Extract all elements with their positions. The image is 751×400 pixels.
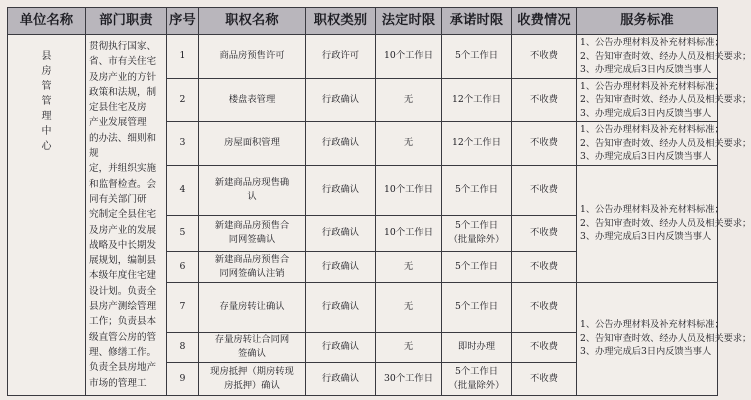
power-name — [199, 332, 306, 362]
duty-line: 设计划。负责全 — [89, 285, 157, 297]
service-standard-line: 3、办理完成后3日内反馈当事人 — [580, 231, 712, 243]
header-service-standard: 服务标准 — [577, 8, 718, 35]
duty-line: 战略及中长期发 — [89, 239, 157, 251]
legal-time-limit: 30个工作日 — [376, 362, 442, 395]
duty-line: 及房产业的方针 — [89, 71, 157, 83]
service-standard-cell — [577, 78, 751, 122]
table-row — [8, 35, 718, 79]
service-standard-line: 1、公告办理材料及补充材料标准； — [580, 37, 724, 48]
row-number: 2 — [167, 78, 199, 122]
header-power-name: 职权名称 — [199, 8, 306, 35]
duty-line: 省、市有关住宅 — [89, 56, 157, 68]
promised-time-line: 12个工作日 — [451, 93, 502, 105]
duty-line: 工作；负责县本 — [89, 316, 157, 328]
unit-name-char: 理 — [41, 111, 52, 122]
service-standard-line: 3、办理完成后3日内反馈当事人 — [580, 346, 712, 358]
promised-time-line: 5个工作日 — [454, 301, 499, 313]
service-standard-line: 1、公告办理材料及补充材料标准； — [580, 124, 724, 135]
power-name-line: 存量房转让合同网 — [214, 334, 290, 346]
row-number: 6 — [167, 251, 199, 282]
unit-name-char: 房 — [41, 66, 52, 77]
power-name-line: 认 — [247, 191, 257, 203]
promised-time-line: 5个工作日 — [454, 260, 499, 272]
promised-time-limit — [442, 362, 512, 395]
power-name-line: 房屋面积管理 — [224, 137, 280, 149]
power-name-line: 新建商品房现售确 — [214, 177, 290, 189]
power-name-line: 商品房预售许可 — [219, 50, 285, 62]
promised-time-limit — [442, 215, 512, 251]
power-name-line: 新建商品房预售合 — [214, 220, 290, 232]
service-standard-line: 1、公告办理材料及补充材料标准； — [580, 204, 724, 216]
duty-line: 本级年度住宅建 — [89, 270, 157, 282]
service-standard-line: 2、告知审查时效、经办人员及相关要求； — [580, 50, 751, 62]
header-row — [8, 8, 718, 35]
header-unit-name: 单位名称 — [8, 8, 86, 35]
legal-time-limit: 无 — [376, 78, 442, 122]
power-name — [199, 362, 306, 395]
legal-time-limit: 10个工作日 — [376, 215, 442, 251]
service-standard-line: 3、办理完成后3日内反馈当事人 — [580, 64, 712, 75]
power-type: 行政确认 — [306, 165, 376, 215]
row-number: 5 — [167, 215, 199, 251]
fee-status: 不收费 — [512, 78, 577, 122]
header-fee: 收费情况 — [512, 8, 577, 35]
promised-time-line: 5个工作日 — [454, 365, 499, 377]
legal-time-limit: 无 — [376, 122, 442, 166]
promised-time-line: 即时办理 — [457, 341, 496, 353]
service-standard-line: 2、告知审查时效、经办人员及相关要求； — [580, 217, 751, 229]
legal-time-limit: 10个工作日 — [376, 165, 442, 215]
fee-status: 不收费 — [512, 165, 577, 215]
duty-line: 政策和法规，制 — [89, 86, 157, 98]
service-standard-line: 2、告知审查时效、经办人员及相关要求； — [580, 332, 751, 344]
fee-status: 不收费 — [512, 251, 577, 282]
power-type: 行政确认 — [306, 251, 376, 282]
power-name — [199, 78, 306, 122]
unit-name-char: 管 — [41, 81, 52, 92]
service-standard-cell — [577, 282, 751, 395]
power-name-line: 同网签确认 — [228, 234, 276, 246]
duty-line: 和监督检查。会 — [89, 178, 157, 190]
fee-status: 不收费 — [512, 282, 577, 332]
power-name-line: 楼盘表管理 — [228, 93, 276, 105]
promised-time-line: （批量除外） — [448, 379, 505, 391]
power-list-table — [7, 7, 751, 396]
power-name-line: 存量房转让确认 — [219, 301, 285, 313]
unit-name-char: 心 — [41, 141, 52, 152]
legal-time-limit: 10个工作日 — [376, 35, 442, 79]
power-type: 行政确认 — [306, 78, 376, 122]
power-name — [199, 251, 306, 282]
duty-line: 同有关部门研 — [89, 193, 147, 205]
header-promised-limit: 承诺时限 — [442, 8, 512, 35]
header-legal-limit: 法定时限 — [376, 8, 442, 35]
row-number: 1 — [167, 35, 199, 79]
duty-line: 理、修缮工作。 — [89, 346, 157, 358]
fee-status: 不收费 — [512, 332, 577, 362]
promised-time-limit — [442, 122, 512, 166]
promised-time-line: 5个工作日 — [454, 220, 499, 232]
duty-line: 展规划，编制县 — [89, 255, 157, 267]
header-department-duty: 部门职责 — [86, 8, 167, 35]
service-standard-line: 3、办理完成后3日内反馈当事人 — [580, 107, 712, 119]
service-standard-line: 2、告知审查时效、经办人员及相关要求； — [580, 137, 751, 149]
duty-line: 级直管公房的管 — [89, 331, 157, 343]
fee-status: 不收费 — [512, 215, 577, 251]
power-type: 行政许可 — [306, 35, 376, 79]
legal-time-limit: 无 — [376, 332, 442, 362]
row-number: 8 — [167, 332, 199, 362]
promised-time-limit — [442, 165, 512, 215]
fee-status: 不收费 — [512, 122, 577, 166]
fee-status: 不收费 — [512, 35, 577, 79]
row-number: 9 — [167, 362, 199, 395]
unit-name-char: 中 — [41, 126, 52, 137]
row-number: 4 — [167, 165, 199, 215]
power-name-line: 现房抵押（期房转现 — [210, 365, 294, 377]
fee-status: 不收费 — [512, 362, 577, 395]
service-standard-line: 1、公告办理材料及补充材料标准； — [580, 80, 724, 92]
duty-line: 市场的管理工 — [89, 377, 147, 389]
duty-line: 的办法、细则和规 — [89, 132, 157, 160]
power-name — [199, 165, 306, 215]
power-name — [199, 282, 306, 332]
duty-line: 究制定全县住宅 — [89, 209, 157, 221]
row-number: 3 — [167, 122, 199, 166]
duty-line: 县房产测绘管理 — [89, 301, 157, 313]
duty-line: 产业发展管理 — [89, 117, 147, 129]
row-number: 7 — [167, 282, 199, 332]
table-body — [8, 35, 751, 396]
power-type: 行政确认 — [306, 122, 376, 166]
power-name — [199, 215, 306, 251]
promised-time-limit — [442, 251, 512, 282]
power-name — [199, 122, 306, 166]
power-name-line: 签确认 — [238, 348, 266, 360]
service-standard-cell — [577, 35, 751, 79]
unit-name-char: 管 — [41, 96, 52, 107]
promised-time-line: （批量除外） — [448, 234, 505, 246]
service-standard-line: 3、办理完成后3日内反馈当事人 — [580, 151, 712, 162]
duty-line: 贯彻执行国家、 — [89, 41, 157, 52]
power-name-line: 房抵押）确认 — [224, 379, 280, 391]
unit-name-char: 县 — [41, 51, 52, 62]
power-type: 行政确认 — [306, 362, 376, 395]
unit-name-cell — [8, 35, 86, 396]
promised-time-limit — [442, 332, 512, 362]
promised-time-line: 5个工作日 — [454, 50, 499, 62]
service-standard-cell — [577, 122, 751, 166]
header-power-type: 职权类别 — [306, 8, 376, 35]
department-duty-cell — [86, 35, 167, 396]
service-standard-line: 2、告知审查时效、经办人员及相关要求； — [580, 94, 751, 105]
promised-time-limit — [442, 78, 512, 122]
power-name — [199, 35, 306, 79]
power-type: 行政确认 — [306, 332, 376, 362]
power-name-line: 同网签确认注销 — [219, 267, 285, 279]
legal-time-limit: 无 — [376, 251, 442, 282]
promised-time-limit — [442, 35, 512, 79]
promised-time-line: 5个工作日 — [454, 184, 499, 196]
service-standard-cell — [577, 165, 751, 282]
service-standard-line: 1、公告办理材料及补充材料标准； — [580, 319, 724, 331]
promised-time-limit — [442, 282, 512, 332]
duty-line: 定，并组织实施 — [89, 163, 157, 175]
duty-line: 负责全县房地产 — [89, 362, 157, 374]
legal-time-limit: 无 — [376, 282, 442, 332]
promised-time-line: 12个工作日 — [451, 137, 502, 149]
duty-line: 定县住宅及房 — [89, 102, 147, 114]
duty-line: 及房产业的发展 — [89, 224, 157, 236]
header-number: 序号 — [167, 8, 199, 35]
power-type: 行政确认 — [306, 215, 376, 251]
power-name-line: 新建商品房预售合 — [214, 253, 290, 265]
power-type: 行政确认 — [306, 282, 376, 332]
